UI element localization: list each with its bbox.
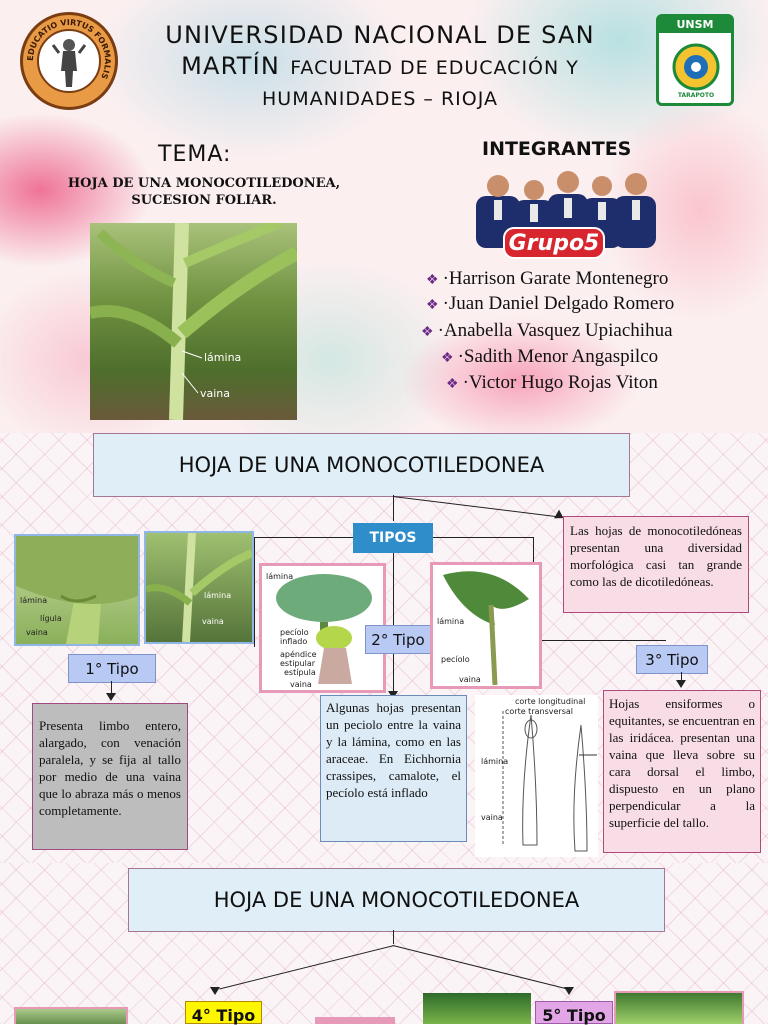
tipo5-label: 5° Tipo [535, 1001, 613, 1024]
photo-label-vaina: vaina [200, 387, 231, 400]
intro-text-box: Las hojas de monocotiledóneas presentan una diversidad morfológica casi tan grande como las de dicotiledóneas. [563, 516, 749, 613]
header-section [0, 0, 768, 433]
university-title [120, 20, 640, 115]
corn-plant-illustration [90, 223, 297, 420]
iris-leaf-diagram: corte longitudinal corte transversal lámina vaina [475, 695, 598, 857]
member-2: ❖ ·Juan Daniel Delgado Romero [426, 293, 675, 314]
title-line-3: HUMANIDADES – RIOJA [262, 88, 498, 110]
tipo1-photo-a: lámina lígula vaina [14, 534, 140, 646]
member-3: ❖ ·Anabella Vasquez Upiachihua [421, 320, 673, 341]
member-4: ❖ ·Sadith Menor Angaspilco [441, 346, 659, 367]
svg-text:Grupo5: Grupo5 [508, 231, 600, 256]
diamond-bullet-icon: ❖ [426, 298, 439, 313]
connector-line [393, 945, 568, 990]
svg-text:TARAPOTO: TARAPOTO [677, 92, 715, 99]
arrow-icon [676, 680, 686, 688]
tipo1-photo-b: lámina vaina [144, 531, 254, 644]
connector-line [219, 945, 394, 990]
connector-line [393, 496, 562, 518]
university-seal-logo [20, 12, 118, 110]
connector-line [393, 495, 394, 521]
svg-text:EDUCATIO VIRTUS FORMALIS: EDUCATIO VIRTUS FORMALIS [25, 17, 113, 81]
tipo5-photo-a [423, 993, 531, 1024]
unsm-logo: UNSM TARAPOTO [656, 14, 734, 106]
diamond-bullet-icon: ❖ [426, 273, 439, 288]
tipo5-photo-b [614, 991, 744, 1024]
diamond-bullet-icon: ❖ [421, 325, 434, 340]
tipo1-text-box: Presenta limbo entero, alargado, con venación paralela, y se fija al tallo por medio de una vaina que lo abraza más o menos completamente. [32, 703, 188, 850]
group-photo [474, 166, 658, 264]
connector-line [254, 537, 255, 647]
unsm-gear-icon [663, 33, 729, 101]
tipo3-text-box: Hojas ensiformes o equitantes, se encuentran en las iridácea. presentan una vaina que lleva sobre su cara dorsal el limbo, dispuesto en un plano perpendicular a la superficie del tallo. [603, 690, 761, 853]
tipo1-label: 1° Tipo [68, 654, 156, 683]
types-section [0, 433, 768, 863]
tipo4-photo [14, 1007, 128, 1024]
corn-plant-illustration [146, 533, 252, 642]
member-1: ❖ ·Harrison Garate Montenegro [426, 268, 669, 289]
group-people-illustration [474, 166, 658, 264]
tipo4-label: 4° Tipo [185, 1001, 262, 1024]
tipo4-photo-b [315, 1017, 395, 1024]
tipo2-text-box: Algunas hojas presentan un peciolo entre la vaina y la lámina, como en las araceae. En Eichhornia crassipes, camalote, el pecíolo está inflado [320, 695, 467, 842]
tipo2-label: 2° Tipo [365, 625, 431, 654]
aroid-leaf-photo: lámina pecíolo vaina [430, 562, 542, 689]
title-line-1: UNIVERSIDAD NACIONAL DE SAN [165, 21, 595, 49]
tema-subtitle: HOJA DE UNA MONOCOTILEDONEA, SUCESION FOLIAR. [67, 176, 341, 208]
title-line-2: MARTÍN FACULTAD DE EDUCACIÓN Y [181, 52, 579, 80]
connector-line [254, 537, 353, 538]
photo-label-lamina: lámina [204, 351, 242, 364]
connector-line [393, 553, 394, 693]
arrow-icon [564, 987, 574, 995]
arrow-icon [106, 693, 116, 701]
arrow-icon [210, 987, 220, 995]
tipo2-photo: lámina pecíolo inflado apéndice estipular estípula vaina [259, 563, 386, 693]
types-section-continued [0, 863, 768, 1024]
tipos-label: TIPOS [353, 523, 433, 553]
connector-line [393, 930, 394, 944]
tipo3-label: 3° Tipo [636, 645, 708, 674]
tema-label: TEMA: [158, 142, 232, 167]
corn-leaf-photo [90, 223, 297, 420]
seal-ring-text [23, 15, 115, 107]
connector-line [533, 640, 666, 641]
section-heading-2: HOJA DE UNA MONOCOTILEDONEA [128, 868, 665, 932]
ensiform-leaf-illustration [475, 695, 598, 857]
section-heading: HOJA DE UNA MONOCOTILEDONEA [93, 433, 630, 497]
member-5: ❖ ·Victor Hugo Rojas Viton [446, 372, 658, 393]
diamond-bullet-icon: ❖ [446, 377, 459, 392]
diamond-bullet-icon: ❖ [441, 351, 454, 366]
connector-line [433, 537, 533, 538]
integrantes-label: INTEGRANTES [482, 138, 632, 160]
